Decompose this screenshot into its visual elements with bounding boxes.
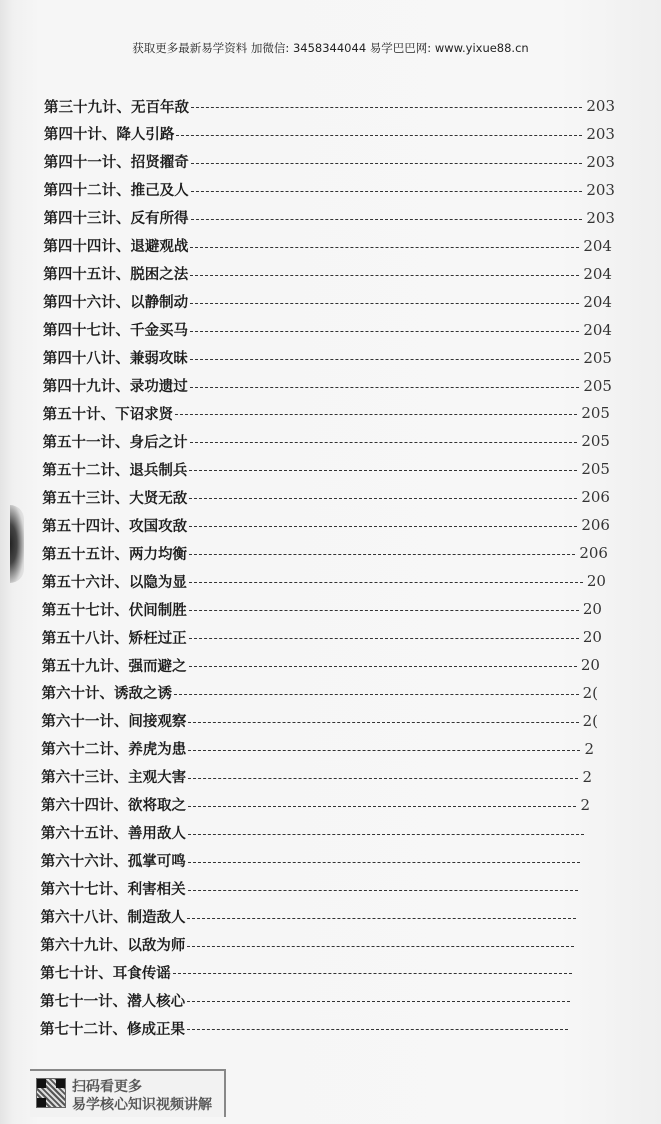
toc-entry [42, 598, 602, 620]
toc-entry [43, 263, 612, 285]
toc-dot-leader [175, 413, 577, 415]
toc-entry [42, 486, 610, 508]
toc-entry [41, 850, 584, 872]
toc-entry [44, 123, 615, 145]
toc-entry-title: 第四十九计、录功遗过 [42, 379, 188, 395]
toc-dot-leader [188, 721, 578, 723]
toc-dot-leader [191, 106, 582, 108]
toc-entry-title: 第五十二计、退兵制兵 [42, 462, 188, 479]
toc-entry-title: 第四十八计、兼弱攻昧 [42, 351, 188, 368]
toc-entry-page: 20 [580, 656, 600, 674]
toc-entry-title: 第六十五计、善用敌人 [40, 826, 186, 843]
toc-entry-page: 205 [581, 404, 610, 423]
toc-entry-page: 203 [586, 180, 615, 199]
toc-entry-page: 20 [586, 572, 606, 591]
toc-entry [43, 375, 612, 397]
toc-entry-title: 第五十九计、强而避之 [41, 658, 187, 675]
toc-dot-leader [189, 525, 577, 527]
toc-entry [43, 347, 612, 369]
toc-entry-page: 205 [581, 432, 610, 451]
toc-entry-title: 第六十计、诱敌之诱 [41, 686, 172, 703]
toc-entry [42, 458, 610, 480]
toc-entry-page: 203 [586, 208, 615, 227]
toc-entry-page: 205 [583, 376, 612, 395]
toc-entry [43, 319, 612, 341]
toc-dot-leader [190, 302, 579, 304]
toc-entry-page: 2 [580, 795, 590, 814]
toc-dot-leader [189, 637, 579, 639]
toc-entry-title: 第七十一计、潜人核心 [40, 993, 186, 1010]
toc-dot-leader [189, 553, 575, 555]
toc-entry-title: 第五十五计、两力均衡 [42, 546, 188, 563]
toc-entry-title: 第六十一计、间接观察 [41, 714, 187, 731]
toc-dot-leader [176, 134, 582, 136]
toc-entry [40, 1017, 572, 1039]
toc-entry-title: 第六十八计、制造敌人 [40, 910, 186, 927]
toc-entry-page: 2 [582, 767, 592, 786]
toc-entry [41, 878, 582, 900]
toc-entry-title: 第六十七计、利害相关 [40, 882, 186, 899]
toc-entry [43, 235, 612, 257]
toc-entry-title: 第五十计、下诏求贤 [42, 406, 174, 423]
toc-entry [40, 961, 576, 983]
toc-entry-title: 第五十四计、攻国攻敌 [42, 518, 188, 535]
toc-entry-page: 203 [586, 152, 615, 171]
toc-entry [40, 934, 578, 956]
toc-dot-leader [187, 945, 574, 947]
toc-entry-title: 第四十计、降人引路 [43, 127, 175, 144]
toc-dot-leader [190, 330, 579, 332]
toc-dot-leader [190, 358, 579, 360]
toc-dot-leader [191, 162, 583, 164]
toc-entry-title: 第五十七计、伏间制胜 [41, 602, 187, 619]
toc-entry-page: 203 [586, 124, 615, 143]
toc-entry-page: 204 [583, 320, 612, 339]
watermark-header: 获取更多最新易学资料 加微信: 3458344044 易学巴巴网: www.yixue88.cn [132, 41, 529, 55]
toc-entry [41, 738, 594, 760]
toc-entry [42, 654, 600, 676]
toc-entry-page: 2( [582, 683, 598, 702]
toc-entry-page: 206 [581, 516, 610, 535]
toc-dot-leader [189, 497, 577, 499]
toc-dot-leader [189, 665, 577, 667]
toc-entry [44, 207, 615, 229]
toc-entry-title: 第四十一计、招贤擢奇 [43, 155, 189, 172]
toc-entry-title: 第七十二计、修成正果 [40, 1021, 185, 1038]
toc-entry-title: 第四十二计、推己及人 [43, 183, 189, 200]
qr-promo-line2: 易学核心知识视频讲解 [72, 1097, 212, 1113]
toc-dot-leader [188, 805, 576, 807]
toc-dot-leader [190, 274, 579, 276]
toc-entry-title: 第六十四计、欲将取之 [40, 798, 186, 815]
toc-entry [41, 822, 588, 844]
toc-entry-title: 第五十八计、矫枉过正 [41, 630, 187, 647]
toc-entry-title: 第四十三计、反有所得 [43, 211, 189, 228]
qr-promo-line1: 扫码看更多 [72, 1079, 142, 1095]
toc-entry [41, 710, 598, 732]
toc-entry-title: 第三十九计、无百年敌 [44, 99, 189, 116]
toc-entry [41, 682, 598, 704]
toc-dot-leader [191, 190, 583, 192]
toc-dot-leader [189, 609, 579, 611]
toc-entry-title: 第四十七计、千金买马 [43, 323, 189, 340]
toc-dot-leader [190, 386, 580, 388]
toc-entry-title: 第四十四计、退避观战 [43, 239, 189, 256]
toc-entry-page: 2( [582, 711, 598, 730]
toc-dot-leader [187, 1000, 570, 1002]
toc-entry-title: 第五十三计、大贤无敌 [42, 490, 188, 507]
toc-dot-leader [188, 889, 578, 891]
toc-entry [44, 179, 615, 201]
toc-dot-leader [190, 246, 579, 248]
toc-entry [42, 626, 602, 648]
toc-entry [41, 794, 590, 816]
toc-entry-title: 第六十三计、主观大害 [41, 770, 187, 787]
toc-entry-title: 第七十计、耳食传谣 [40, 965, 171, 982]
toc-entry-title: 第四十六计、以静制动 [43, 295, 189, 312]
toc-entry-title: 第六十九计、以敌为师 [40, 938, 186, 954]
toc-entry-page: 205 [581, 460, 610, 479]
toc-entry [41, 766, 592, 788]
toc-entry-page: 204 [583, 264, 612, 283]
toc-entry-page: 206 [581, 488, 610, 507]
toc-entry-page: 20 [582, 600, 602, 619]
toc-dot-leader [188, 777, 578, 779]
toc-entry [43, 402, 610, 424]
toc-dot-leader [174, 693, 579, 695]
toc-entry-page: 204 [583, 236, 612, 255]
toc-entry-page: 204 [583, 292, 612, 311]
toc-entry-page: 203 [586, 97, 615, 115]
toc-entry-page: 205 [583, 348, 612, 367]
toc-entry [42, 542, 608, 564]
toc-entry [44, 95, 615, 117]
toc-entry [43, 430, 610, 452]
toc-dot-leader [191, 218, 583, 220]
toc-entry [40, 989, 574, 1011]
toc-entry-title: 第五十一计、身后之计 [42, 434, 188, 451]
toc-entry-title: 第五十六计、以隐为显 [41, 574, 187, 591]
toc-entry-page: 20 [582, 628, 602, 647]
toc-dot-leader [190, 441, 578, 443]
toc-entry-title: 第六十二计、养虎为患 [41, 742, 187, 759]
toc-dot-leader [188, 749, 580, 751]
page-binding-shadow [10, 505, 24, 583]
toc-dot-leader [187, 1028, 568, 1030]
toc-dot-leader [188, 861, 580, 863]
toc-dot-leader [173, 972, 572, 974]
toc-dot-leader [189, 581, 583, 583]
toc-dot-leader [188, 833, 584, 835]
toc-entry [40, 906, 580, 928]
toc-dot-leader [189, 469, 577, 471]
toc-entry-page: 206 [579, 544, 608, 563]
toc-dot-leader [187, 917, 576, 919]
toc-entry [42, 514, 610, 536]
toc-entry-title: 第六十六计、孤掌可鸣 [40, 854, 186, 871]
qr-code-icon [36, 1078, 66, 1108]
toc-entry [42, 570, 606, 592]
toc-entry [43, 291, 612, 313]
toc-entry-page: 2 [584, 739, 594, 758]
toc-entry-title: 第四十五计、脱困之法 [43, 267, 189, 284]
toc-entry [44, 151, 615, 173]
